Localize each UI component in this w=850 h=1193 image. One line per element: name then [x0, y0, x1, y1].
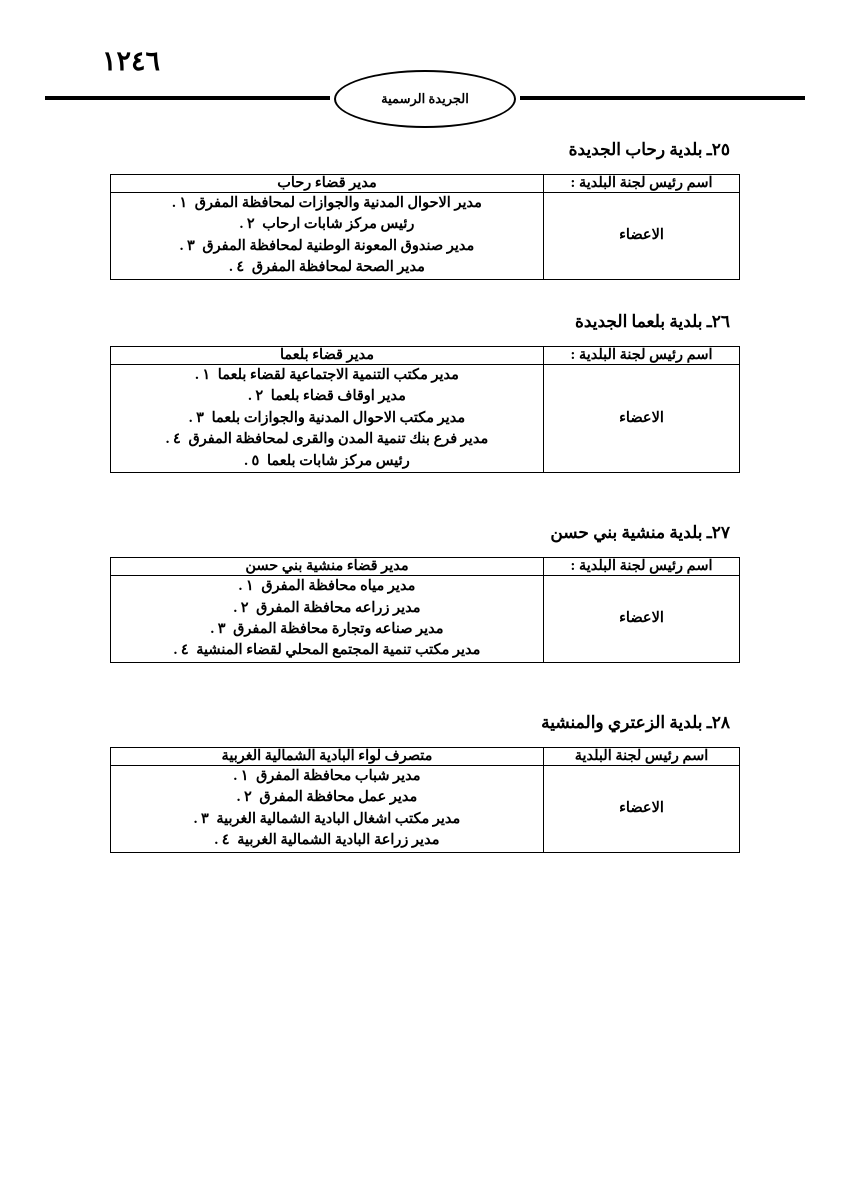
spacer [0, 669, 850, 713]
committee-table [110, 346, 740, 473]
head-label: اسم رئيس لجنة البلدية : [544, 558, 740, 576]
member-text: مدير شباب محافظة المفرق [256, 767, 421, 784]
committee-table [110, 174, 740, 280]
spacer [0, 286, 850, 312]
municipality-section [0, 713, 850, 853]
list-item [111, 386, 543, 407]
member-index: ١ . [238, 578, 254, 595]
members-list [111, 193, 544, 280]
list-item [111, 451, 543, 472]
member-index: ٣ . [188, 409, 204, 426]
gazette-badge [334, 70, 516, 128]
member-index: ٣ . [210, 620, 226, 637]
table-row [111, 558, 740, 576]
member-text: مدير مياه محافظة المفرق [261, 578, 416, 595]
head-label: اسم رئيس لجنة البلدية : [544, 346, 740, 364]
list-item [111, 830, 543, 851]
member-text: مدير مكتب الاحوال المدنية والجوازات بلعما [211, 409, 466, 426]
member-text: مدير الاحوال المدنية والجوازات لمحافظة المفرق [194, 195, 482, 211]
section-title: ٢٦ـ بلدية بلعما الجديدة [574, 311, 730, 331]
member-text: مدير زراعه محافظة المفرق [256, 599, 421, 616]
table-row [111, 576, 740, 663]
member-text: مدير زراعة البادية الشمالية الغربية [237, 832, 440, 849]
list-item [111, 193, 543, 214]
member-text: مدير الصحة لمحافظة المفرق [251, 259, 425, 276]
section-title: ٢٨ـ بلدية الزعتري والمنشية [541, 712, 730, 732]
committee-table [110, 557, 740, 663]
member-index: ٤ . [214, 832, 230, 849]
member-text: مدير مكتب تنمية المجتمع المحلي لقضاء المنشية [196, 642, 481, 659]
head-value: مدير قضاء بلعما [111, 346, 544, 364]
municipality-section [0, 140, 850, 280]
list-item [111, 236, 543, 257]
head-label: اسم رئيس لجنة البلدية [544, 747, 740, 765]
members-label: الاعضاء [544, 765, 740, 852]
municipality-section [0, 523, 850, 663]
committee-table [110, 747, 740, 853]
page-number: ١٢٤٦ [101, 46, 160, 76]
member-text: مدير عمل محافظة المفرق [259, 789, 418, 806]
head-value: مدير قضاء رحاب [111, 175, 544, 193]
member-index: ٤ . [165, 431, 181, 448]
page-header [0, 40, 850, 130]
section-title: ٢٥ـ بلدية رحاب الجديدة [568, 140, 730, 159]
list-item [111, 598, 543, 619]
spacer [0, 479, 850, 523]
gazette-label: الجريدة الرسمية [381, 91, 469, 106]
members-label: الاعضاء [544, 193, 740, 280]
member-text: رئيس مركز شابات بلعما [266, 452, 410, 469]
member-text: مدير صناعه وتجارة محافظة المفرق [233, 620, 444, 637]
list-item [111, 214, 543, 235]
member-index: ١ . [195, 366, 211, 383]
member-text: مدير اوقاف قضاء بلعما [270, 388, 406, 405]
list-item [111, 766, 543, 787]
member-index: ١ . [172, 195, 188, 211]
table-row [111, 364, 740, 472]
member-index: ٢ . [236, 789, 252, 806]
list-item [111, 408, 543, 429]
member-index: ٢ . [248, 388, 264, 405]
header-rule-left [45, 96, 330, 100]
header-rule-right [520, 96, 805, 100]
list-item [111, 809, 543, 830]
list-item [111, 787, 543, 808]
table-row [111, 175, 740, 193]
page-content [0, 140, 850, 859]
members-list [111, 576, 544, 663]
member-text: رئيس مركز شابات ارحاب [262, 216, 415, 233]
head-value: مدير قضاء منشية بني حسن [111, 558, 544, 576]
member-index: ٤ . [173, 642, 189, 659]
member-index: ٣ . [193, 810, 209, 827]
list-item [111, 257, 543, 278]
member-index: ٢ . [239, 216, 255, 233]
table-row [111, 747, 740, 765]
table-row [111, 193, 740, 280]
head-label: اسم رئيس لجنة البلدية : [544, 175, 740, 193]
list-item [111, 640, 543, 661]
list-item [111, 619, 543, 640]
members-label: الاعضاء [544, 364, 740, 472]
member-index: ١ . [233, 767, 249, 784]
members-label: الاعضاء [544, 576, 740, 663]
table-row [111, 346, 740, 364]
member-text: مدير فرع بنك تنمية المدن والقرى لمحافظة المفرق [188, 431, 489, 448]
table-row [111, 765, 740, 852]
members-list [111, 765, 544, 852]
member-text: مدير صندوق المعونة الوطنية لمحافظة المفرق [202, 237, 475, 254]
head-value: متصرف لواء البادية الشمالية الغربية [111, 747, 544, 765]
municipality-section [0, 312, 850, 473]
list-item [111, 429, 543, 450]
section-title: ٢٧ـ بلدية منشية بني حسن [550, 523, 730, 543]
member-text: مدير مكتب اشغال البادية الشمالية الغربية [216, 810, 461, 827]
member-index: ٣ . [179, 237, 195, 254]
list-item [111, 365, 543, 386]
member-index: ٥ . [244, 452, 260, 469]
member-index: ٤ . [229, 259, 245, 276]
member-text: مدير مكتب التنمية الاجتماعية لقضاء بلعما [217, 366, 459, 383]
list-item [111, 576, 543, 597]
member-index: ٢ . [233, 599, 249, 616]
members-list [111, 364, 544, 472]
